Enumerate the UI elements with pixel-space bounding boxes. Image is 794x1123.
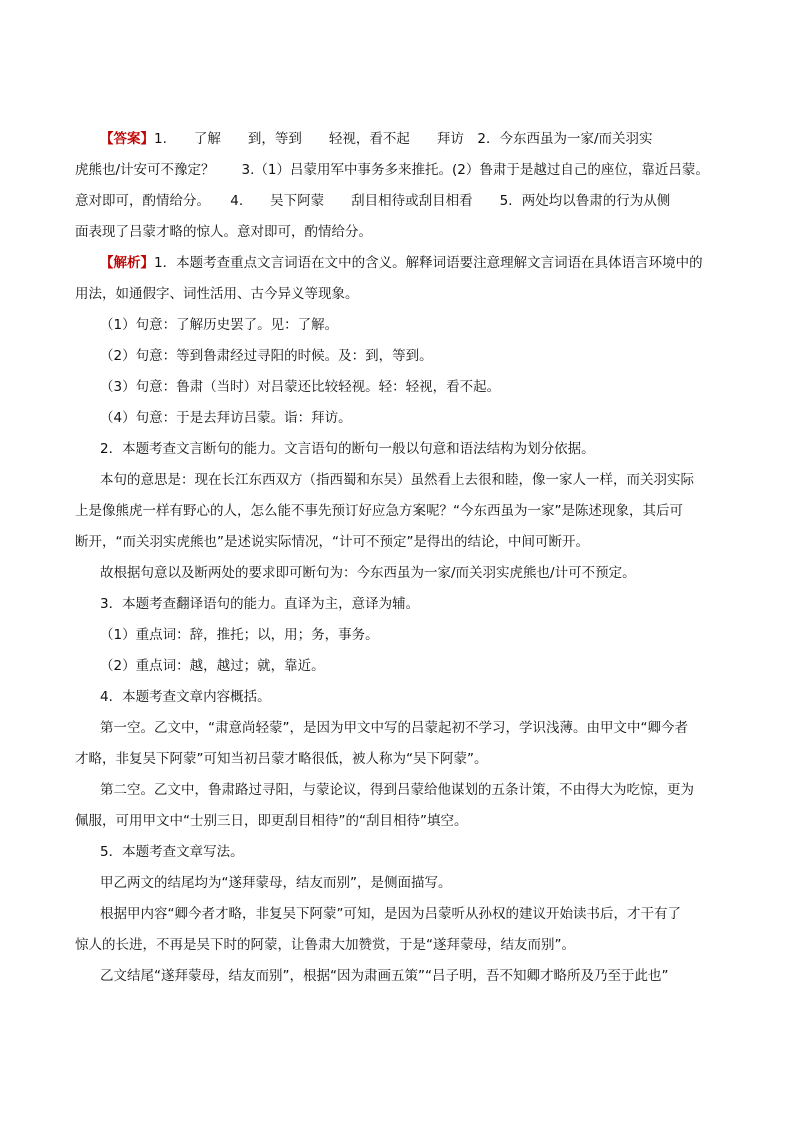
- analysis-line-18: 第二空。乙文中，鲁肃路过寻阳，与蒙论议，得到吕蒙给他谋划的五条计策，不由得大为吃惊，更为: [100, 782, 694, 798]
- analysis-line-9: 上是像熊虎一样有野心的人，怎么能不事先预订好应急方案呢？“今东西虽为一家”是陈述现象，其后可: [75, 503, 683, 519]
- analysis-line-2: 用法，如通假字、词性活用、古今异义等现象。: [75, 286, 359, 302]
- document-content: [75, 128, 735, 988]
- analysis-line-23: 惊人的长进，不再是吴下时的阿蒙，让鲁肃大加赞赏，于是“遂拜蒙母，结友而别”。: [75, 937, 575, 953]
- answer-label: 【答案】: [100, 131, 154, 147]
- analysis-line-17: 才略，非复吴下阿蒙”可知当初吕蒙才略很低，被人称为“吴下阿蒙”。: [75, 751, 488, 767]
- analysis-line-20: 5．本题考查文章写法。: [100, 844, 244, 860]
- analysis-line-5: （3）句意：鲁肃（当时）对吕蒙还比较轻视。轻：轻视，看不起。: [100, 379, 501, 395]
- analysis-line-7: 2．本题考查文言断句的能力。文言语句的断句一般以句意和语法结构为划分依据。: [100, 441, 595, 457]
- analysis-line-13: （1）重点词：辞，推托；以，用；务，事务。: [100, 627, 379, 643]
- analysis-line-16: 第一空。乙文中，“肃意尚轻蒙”，是因为甲文中写的吕蒙起初不学习，学识浅薄。由甲文中“卿今者: [100, 720, 688, 736]
- analysis-line-22: 根据甲内容“卿今者才略，非复吴下阿蒙”可知，是因为吕蒙听从孙权的建议开始读书后，才干有了: [100, 906, 681, 922]
- answer-line-3: 意对即可，酌情给分。 4. 吴下阿蒙 刮目相待或刮目相看 5．两处均以鲁肃的行为从侧: [75, 193, 671, 209]
- analysis-line-14: （2）重点词：越，越过；就，靠近。: [100, 658, 325, 674]
- analysis-line-11: 故根据句意以及断两处的要求即可断句为：今东西虽为一家/而关羽实虎熊也/计可不预定。: [100, 565, 636, 581]
- analysis-line-24: 乙文结尾“遂拜蒙母，结友而别”，根据“因为肃画五策”“吕子明，吾不知卿才略所及乃至于此也”: [100, 968, 669, 984]
- answer-line-1: 【答案】1. 了解 到，等到 轻视，看不起 拜访 2．今东西虽为一家/而关羽实: [100, 131, 653, 147]
- analysis-label: 【解析】: [100, 255, 154, 271]
- analysis-line-3: （1）句意：了解历史罢了。见：了解。: [100, 317, 339, 333]
- analysis-line-4: （2）句意：等到鲁肃经过寻阳的时候。及：到，等到。: [100, 348, 433, 364]
- analysis-line-15: 4．本题考查文章内容概括。: [100, 689, 271, 705]
- answer-line-4: 面表现了吕蒙才略的惊人。意对即可，酌情给分。: [75, 224, 372, 240]
- analysis-line-8: 本句的意思是：现在长江东西双方（指西蜀和东吴）虽然看上去很和睦，像一家人一样，而关羽实际: [100, 472, 694, 488]
- analysis-line-6: （4）句意：于是去拜访吕蒙。诣：拜访。: [100, 410, 352, 426]
- analysis-line-19: 佩服，可用甲文中“士别三日，即更刮目相待”的“刮目相待”填空。: [75, 813, 468, 829]
- analysis-line-1: 【解析】1．本题考查重点文言词语在文中的含义。解释词语要注意理解文言词语在具体语言环境中的: [100, 255, 703, 271]
- answer-line-2: 虎熊也/计安可不豫定？ 3.（1）吕蒙用军中事务多来推托。(2）鲁肃于是越过自己的座位，靠近吕蒙。: [75, 162, 709, 178]
- analysis-line-10: 断开，“而关羽实虎熊也”是述说实际情况，“计可不预定”是得出的结论，中间可断开。: [75, 534, 589, 550]
- analysis-line-12: 3．本题考查翻译语句的能力。直译为主，意译为辅。: [100, 596, 420, 612]
- analysis-line-21: 甲乙两文的结尾均为“遂拜蒙母，结友而别”，是侧面描写。: [100, 875, 452, 891]
